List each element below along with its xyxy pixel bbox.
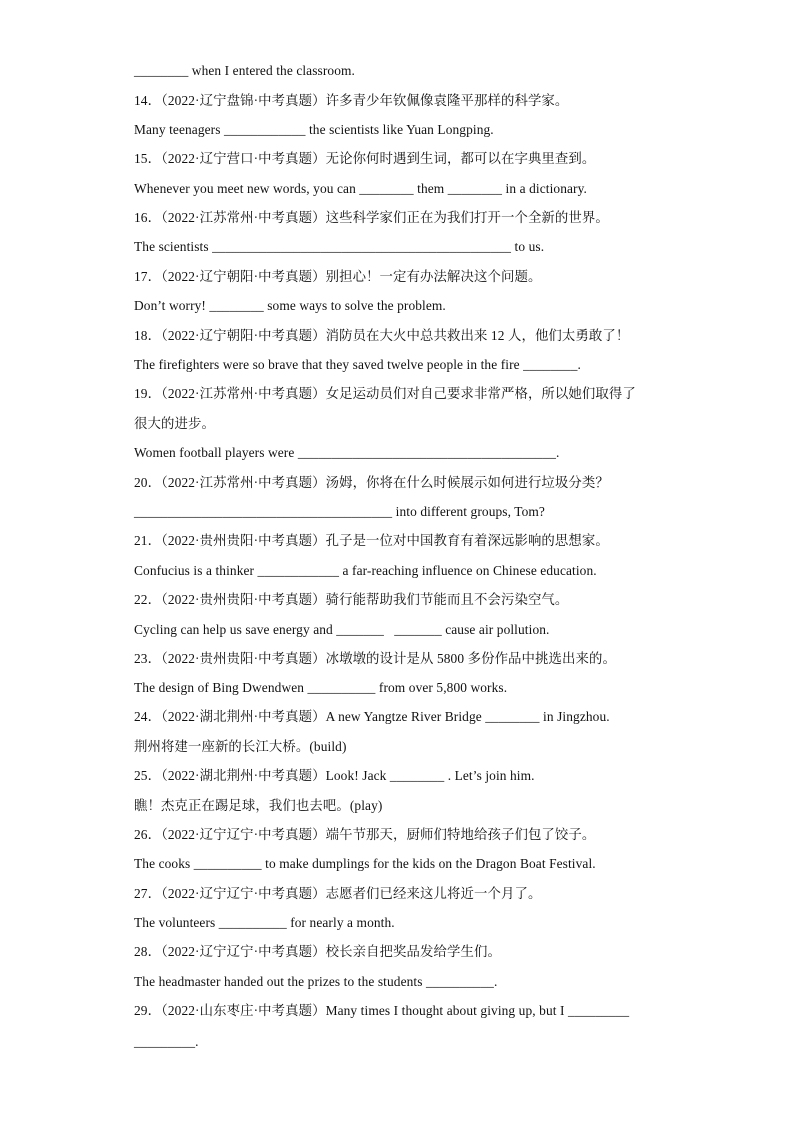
text-line: Women football players were ______________________________________. <box>134 445 560 460</box>
question-line: 很大的进步。 <box>134 416 215 431</box>
question-line: 20．（2022·江苏常州·中考真题）汤姆，你将在什么时候展示如何进行垃圾分类？ <box>134 475 609 490</box>
question-line: 17．（2022·辽宁朝阳·中考真题）别担心！一定有办法解决这个问题。 <box>134 269 542 284</box>
question-line: 19．（2022·江苏常州·中考真题）女足运动员们对自己要求非常严格，所以她们取得了 <box>134 386 636 401</box>
question-line: 18．（2022·辽宁朝阳·中考真题）消防员在大火中总共救出来 12 人，他们太勇敢了！ <box>134 328 630 343</box>
text-line: The volunteers __________ for nearly a month. <box>134 915 395 930</box>
text-line: The firefighters were so brave that they saved twelve people in the fire ________. <box>134 357 581 372</box>
question-line: 24．（2022·湖北荆州·中考真题）A new Yangtze River Bridge ________ in Jingzhou. <box>134 709 610 724</box>
text-line: Whenever you meet new words, you can ________ them ________ in a dictionary. <box>134 181 587 196</box>
question-line: 14．（2022·辽宁盘锦·中考真题）许多青少年钦佩像袁隆平那样的科学家。 <box>134 93 569 108</box>
text-line: Cycling can help us save energy and _______ _______ cause air pollution. <box>134 622 550 637</box>
text-line: Confucius is a thinker ____________ a far-reaching influence on Chinese education. <box>134 563 597 578</box>
text-line: 荆州将建一座新的长江大桥。(build) <box>134 739 347 754</box>
question-line: 25．（2022·湖北荆州·中考真题）Look! Jack ________ . Let’s join him. <box>134 768 535 783</box>
text-line: The cooks __________ to make dumplings for the kids on the Dragon Boat Festival. <box>134 856 596 871</box>
text-line: ________ when I entered the classroom. <box>134 63 355 78</box>
question-line: 22．（2022·贵州贵阳·中考真题）骑行能帮助我们节能而且不会污染空气。 <box>134 592 569 607</box>
question-line: 21．（2022·贵州贵阳·中考真题）孔子是一位对中国教育有着深远影响的思想家。 <box>134 533 609 548</box>
text-line: The headmaster handed out the prizes to the students __________. <box>134 974 498 989</box>
question-line: 16．（2022·江苏常州·中考真题）这些科学家们正在为我们打开一个全新的世界。 <box>134 210 609 225</box>
question-line: 26．（2022·辽宁辽宁·中考真题）端午节那天，厨师们特地给孩子们包了饺子。 <box>134 827 596 842</box>
text-line: Don’t worry! ________ some ways to solve the problem. <box>134 298 446 313</box>
text-line: Many teenagers ____________ the scientists like Yuan Longping. <box>134 122 494 137</box>
text-line: 瞧！杰克正在踢足球，我们也去吧。(play) <box>134 798 383 813</box>
question-line: 23．（2022·贵州贵阳·中考真题）冰墩墩的设计是从 5800 多份作品中挑选出来的。 <box>134 651 616 666</box>
text-line: _________. <box>134 1034 199 1049</box>
question-line: 27．（2022·辽宁辽宁·中考真题）志愿者们已经来这儿将近一个月了。 <box>134 886 542 901</box>
question-line: 15．（2022·辽宁营口·中考真题）无论你何时遇到生词，都可以在字典里查到。 <box>134 151 596 166</box>
text-line: ______________________________________ into different groups, Tom? <box>134 504 545 519</box>
question-line: 29．（2022·山东枣庄·中考真题）Many times I thought about giving up, but I _________ <box>134 1003 630 1018</box>
question-line: 28．（2022·辽宁辽宁·中考真题）校长亲自把奖品发给学生们。 <box>134 944 501 959</box>
text-line: The design of Bing Dwendwen __________ from over 5,800 works. <box>134 680 508 695</box>
text-line: The scientists ____________________________________________ to us. <box>134 239 545 254</box>
